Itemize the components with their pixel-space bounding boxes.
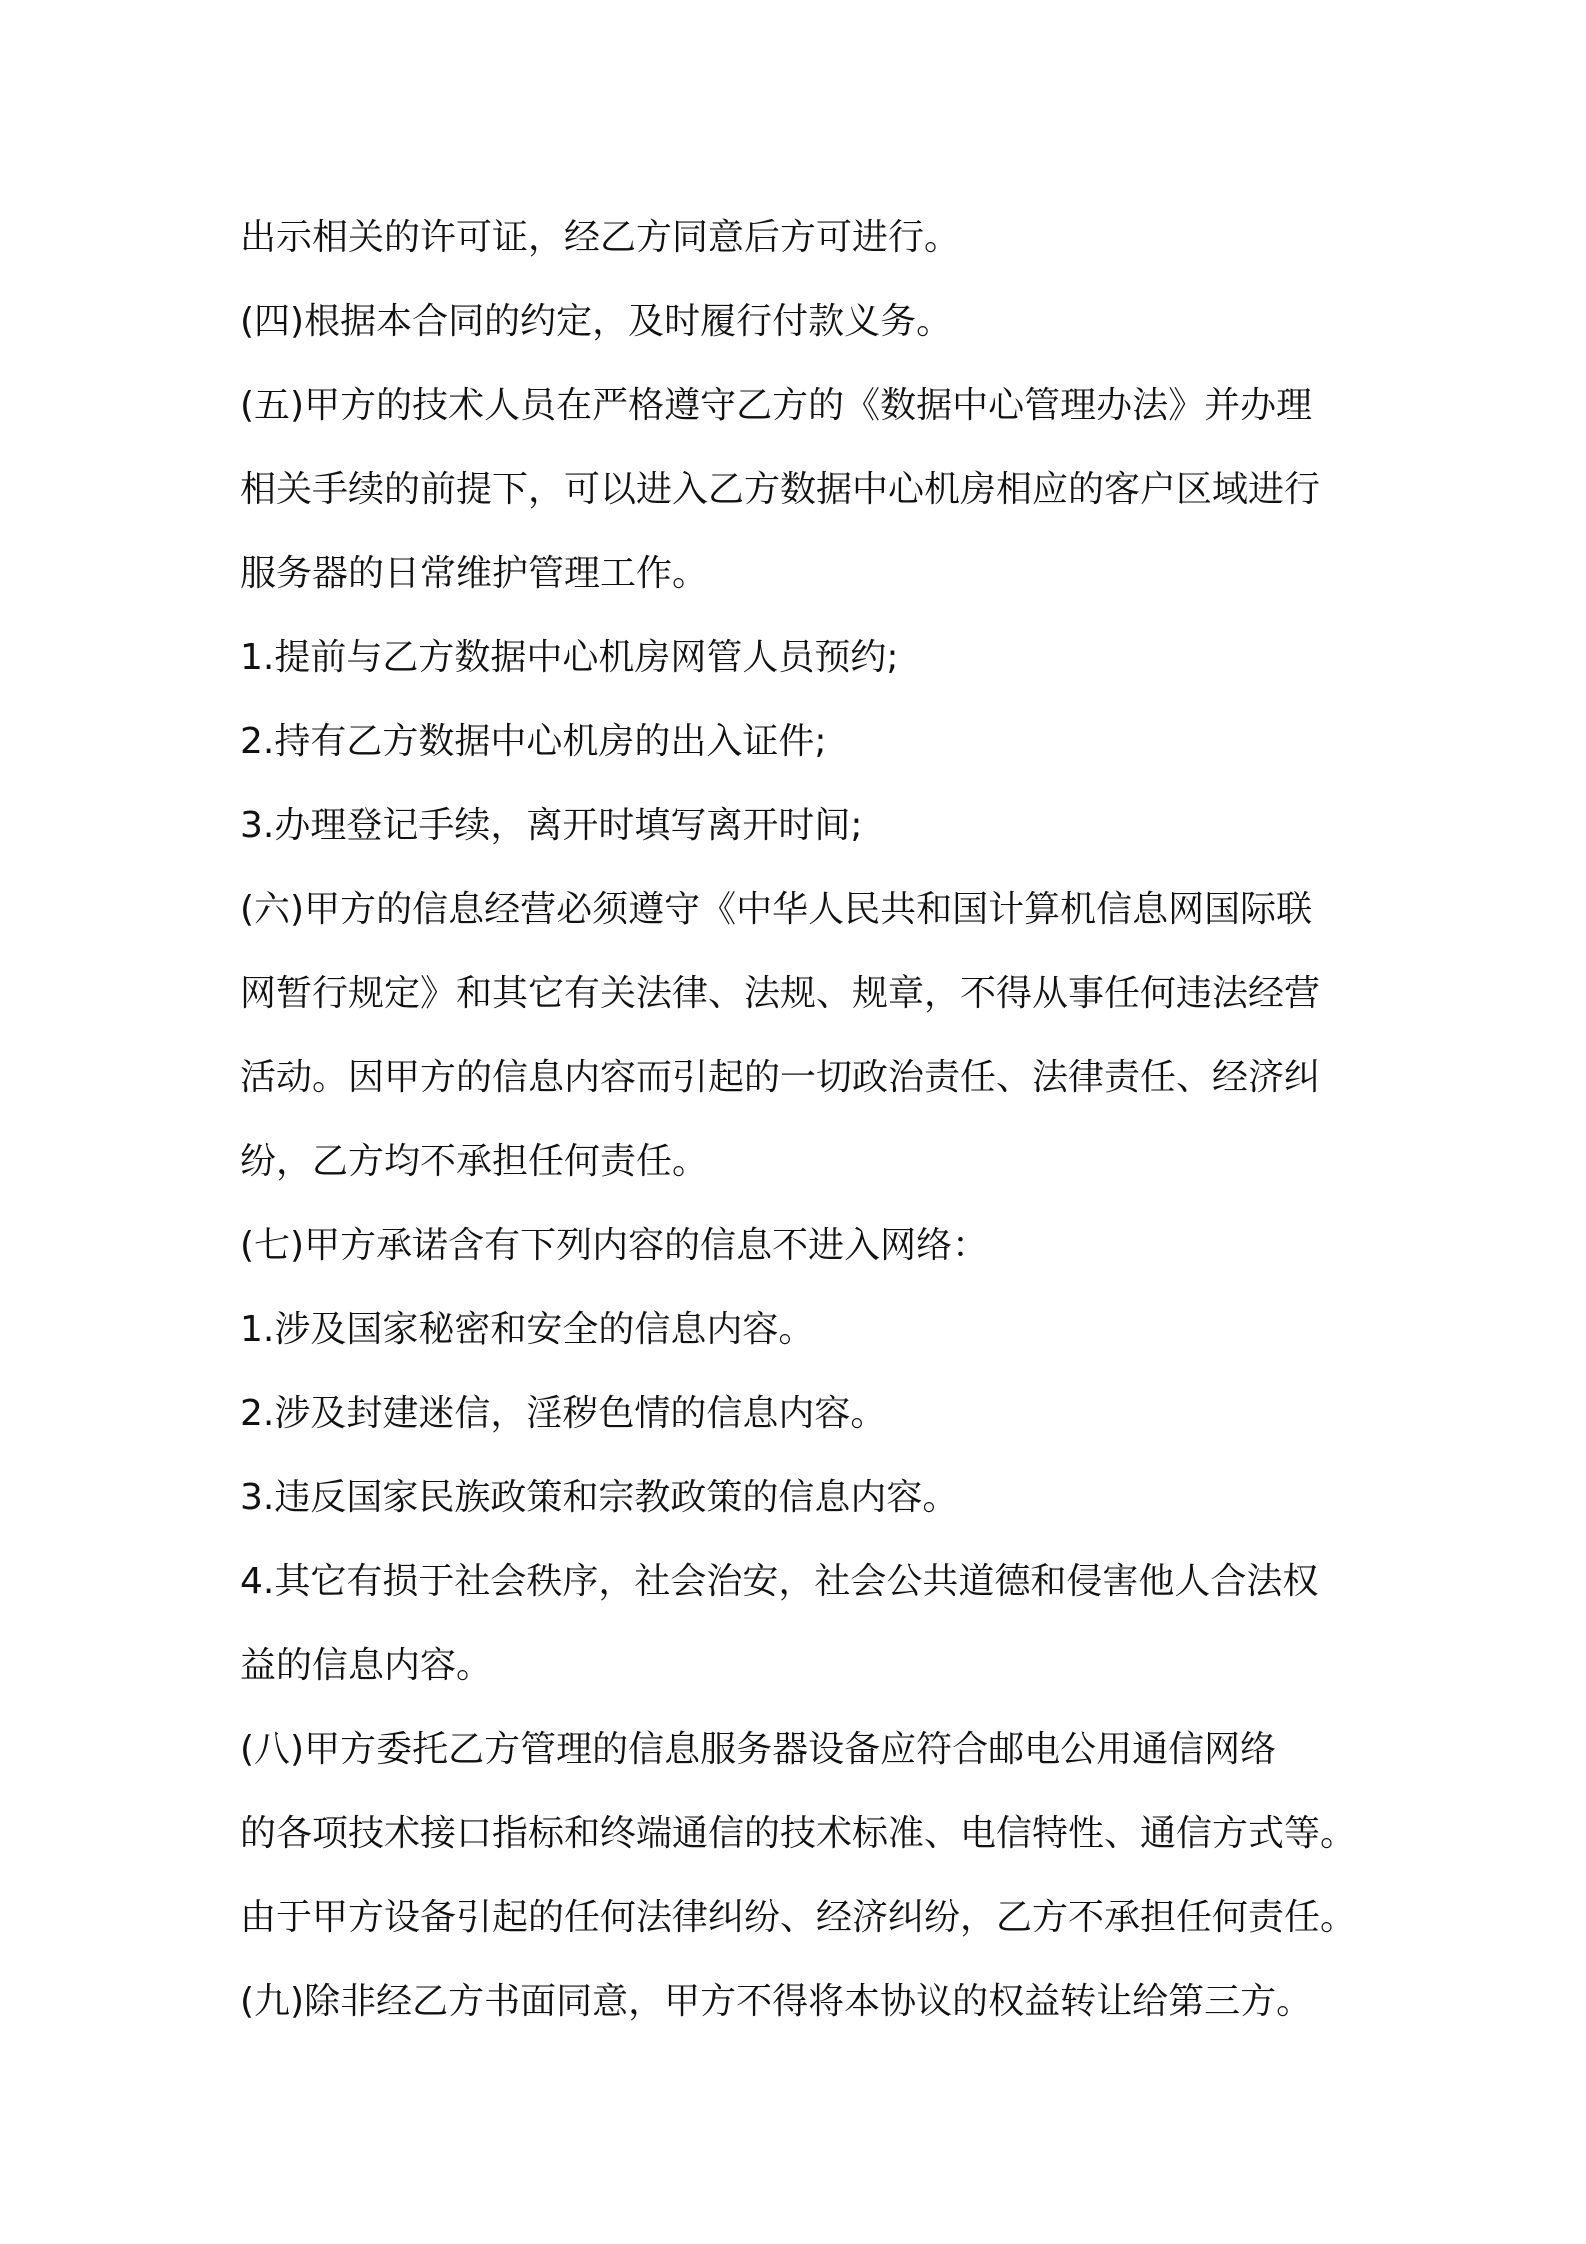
text-line: (九)除非经乙方书面同意，甲方不得将本协议的权益转让给第三方。	[240, 1981, 1313, 2022]
text-line: 2.涉及封建迷信，淫秽色情的信息内容。	[240, 1393, 887, 1434]
text-line: 益的信息内容。	[240, 1645, 493, 1686]
text-line: 的各项技术接口指标和终端通信的技术标准、电信特性、通信方式等。	[240, 1813, 1357, 1854]
text-line: 3.违反国家民族政策和宗教政策的信息内容。	[240, 1477, 959, 1518]
text-line: 网暂行规定》和其它有关法律、法规、规章，不得从事任何违法经营	[240, 973, 1321, 1014]
text-line: (五)甲方的技术人员在严格遵守乙方的《数据中心管理办法》并办理	[240, 385, 1313, 426]
document-body	[240, 196, 1360, 2044]
text-line: 服务器的日常维护管理工作。	[240, 553, 709, 594]
text-line: 出示相关的许可证，经乙方同意后方可进行。	[240, 217, 961, 258]
text-line: 4.其它有损于社会秩序，社会治安，社会公共道德和侵害他人合法权	[240, 1561, 1319, 1602]
text-line: 3.办理登记手续，离开时填写离开时间;	[240, 805, 863, 846]
text-line: 纷，乙方均不承担任何责任。	[240, 1141, 709, 1182]
text-line: 1.涉及国家秘密和安全的信息内容。	[240, 1309, 815, 1350]
text-line: (七)甲方承诺含有下列内容的信息不进入网络：	[240, 1225, 989, 1266]
text-line: 2.持有乙方数据中心机房的出入证件;	[240, 721, 827, 762]
text-line: (八)甲方委托乙方管理的信息服务器设备应符合邮电公用通信网络	[240, 1729, 1277, 1770]
text-line: 由于甲方设备引起的任何法律纠纷、经济纠纷，乙方不承担任何责任。	[240, 1897, 1357, 1938]
text-line: (四)根据本合同的约定，及时履行付款义务。	[240, 301, 953, 342]
text-line: 1.提前与乙方数据中心机房网管人员预约;	[240, 637, 899, 678]
text-line: 相关手续的前提下，可以进入乙方数据中心机房相应的客户区域进行	[240, 469, 1321, 510]
text-line: (六)甲方的信息经营必须遵守《中华人民共和国计算机信息网国际联	[240, 889, 1313, 930]
text-line: 活动。因甲方的信息内容而引起的一切政治责任、法律责任、经济纠	[240, 1057, 1321, 1098]
